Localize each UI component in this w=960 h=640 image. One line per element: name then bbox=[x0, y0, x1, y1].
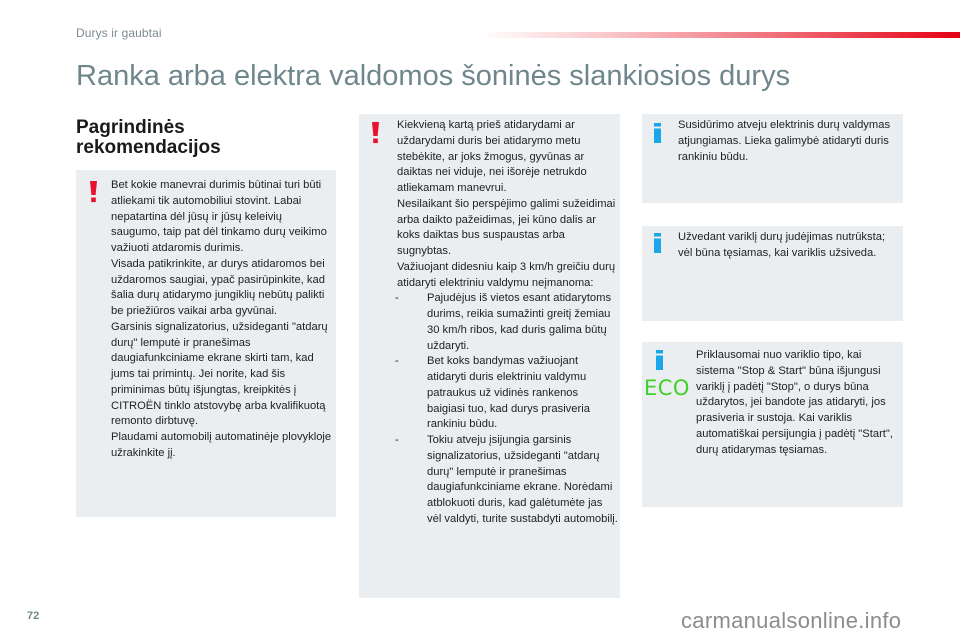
warning-icon bbox=[90, 181, 97, 203]
list-item bbox=[359, 433, 619, 528]
paragraph: Kiekvieną kartą prieš atidarydami ar uždarydami duris bei atidarymo metu stebėkite, ar joks žmogus, gyvūnas ar daiktas nei viduje, nei išorėje netrukdo atliekamam manevrui. bbox=[397, 119, 587, 194]
paragraph: Plaudami automobilį automatinėje plovykloje užrakinkite jį. bbox=[111, 431, 332, 459]
warning-text-middle bbox=[397, 118, 619, 528]
info-icon bbox=[654, 233, 661, 253]
page-number: 72 bbox=[27, 610, 40, 622]
bullet-text: Pajudėjus iš vietos esant atidarytoms durims, reikia sumažinti greitį žemiau 30 km/h ribos, kad duris galima būtų uždaryti. bbox=[427, 292, 612, 352]
list-item bbox=[359, 354, 619, 433]
list-item bbox=[359, 291, 619, 354]
watermark: carmanualsonline.info bbox=[681, 608, 902, 633]
bullet-dash: - bbox=[395, 355, 399, 368]
info-text-stop-start: Priklausomai nuo variklio tipo, kai sistema "Stop & Start" būna išjungusi variklį į padėtį "Stop", o durys būna uždarytos, jei bandote jas atidaryti, jos prasiveria ir sustoja. Kai variklis automatiškai persijungia į padėtį "Start", durų atidarymas tęsiamas. bbox=[696, 349, 893, 456]
info-text-collision: Susidūrimo atveju elektrinis durų valdymas atjungiamas. Lieka galimybė atidaryti duris rankiniu būdu. bbox=[678, 119, 891, 163]
warning-icon bbox=[372, 122, 379, 144]
section-heading-line2: rekomendacijos bbox=[76, 137, 221, 158]
header-accent-rule bbox=[480, 32, 960, 38]
bullet-list bbox=[359, 291, 619, 527]
info-panel-engine-start bbox=[642, 226, 903, 321]
section-label: Durys ir gaubtai bbox=[76, 26, 162, 40]
bullet-text: Tokiu atveju įsijungia garsinis signalizatorius, užsideganti "atdarų durų" lemputė ir pranešimas daugiafunkciniame ekrane. Norėdami atblokuoti duris, kad galėtumėte jas vėl valdyti, turite sustabdyti automobilį. bbox=[427, 434, 618, 525]
info-icon bbox=[654, 123, 661, 143]
paragraph: Bet kokie manevrai durimis būtinai turi būti atliekami tik automobiliui stovint. Labai nepatartina dėl jūsų ir jūsų keleivių saugumo, taip pat dėl tinkamo durų veikimo važiuoti atdaromis durimis. bbox=[111, 179, 327, 254]
info-text-engine-start: Užvedant variklį durų judėjimas nutrūksta; vėl būna tęsiamas, kai variklis užsiveda. bbox=[678, 231, 886, 259]
warning-panel-middle bbox=[359, 114, 620, 598]
paragraph: Nesilaikant šio perspėjimo galimi sužeidimai arba daikto pažeidimas, jei kūno dalis ar koks daiktas bus suspaustas arba sugnybtas. bbox=[397, 197, 616, 257]
bullet-dash: - bbox=[395, 292, 399, 305]
section-heading bbox=[76, 118, 276, 158]
info-panel-collision bbox=[642, 114, 903, 203]
info-panel-stop-start bbox=[642, 342, 903, 507]
paragraph: Visada patikrinkite, ar durys atidaromos bei uždaromos saugiai, ypač pasirūpinkite, kad šalia durų atidarymo jungiklių nebūtų palikti be priežiūros vaikai arba gyvūnai. bbox=[111, 257, 325, 317]
info-icon bbox=[656, 350, 663, 370]
bullet-dash: - bbox=[395, 434, 399, 446]
page-title: Ranka arba elektra valdomos šoninės slankiosios durys bbox=[76, 60, 791, 92]
paragraph: Garsinis signalizatorius, užsideganti "atdarų durų" lemputė ir pranešimas daugiafunkciniame ekrane skirti tam, kad jums tai primintų. Jei norite, kad šis priminimas būtų išjungtas, kreipkitės į CITROËN tinklo atstovybę arba kvalifikuotą remonto dirbtuvę. bbox=[111, 320, 328, 428]
warning-text-left bbox=[111, 178, 333, 462]
section-heading-line1: Pagrindinės bbox=[76, 117, 185, 138]
eco-icon: ECO bbox=[644, 376, 690, 400]
paragraph: Važiuojant didesniu kaip 3 km/h greičiu durų atidaryti elektriniu valdymu neįmanoma: bbox=[397, 260, 616, 289]
bullet-text: Bet koks bandymas važiuojant atidaryti duris elektriniu valdymu patraukus už vidinės rankenos baigiasi tuo, kad durys prasiveria rankiniu būdu. bbox=[427, 355, 590, 431]
warning-panel-left bbox=[76, 170, 336, 517]
